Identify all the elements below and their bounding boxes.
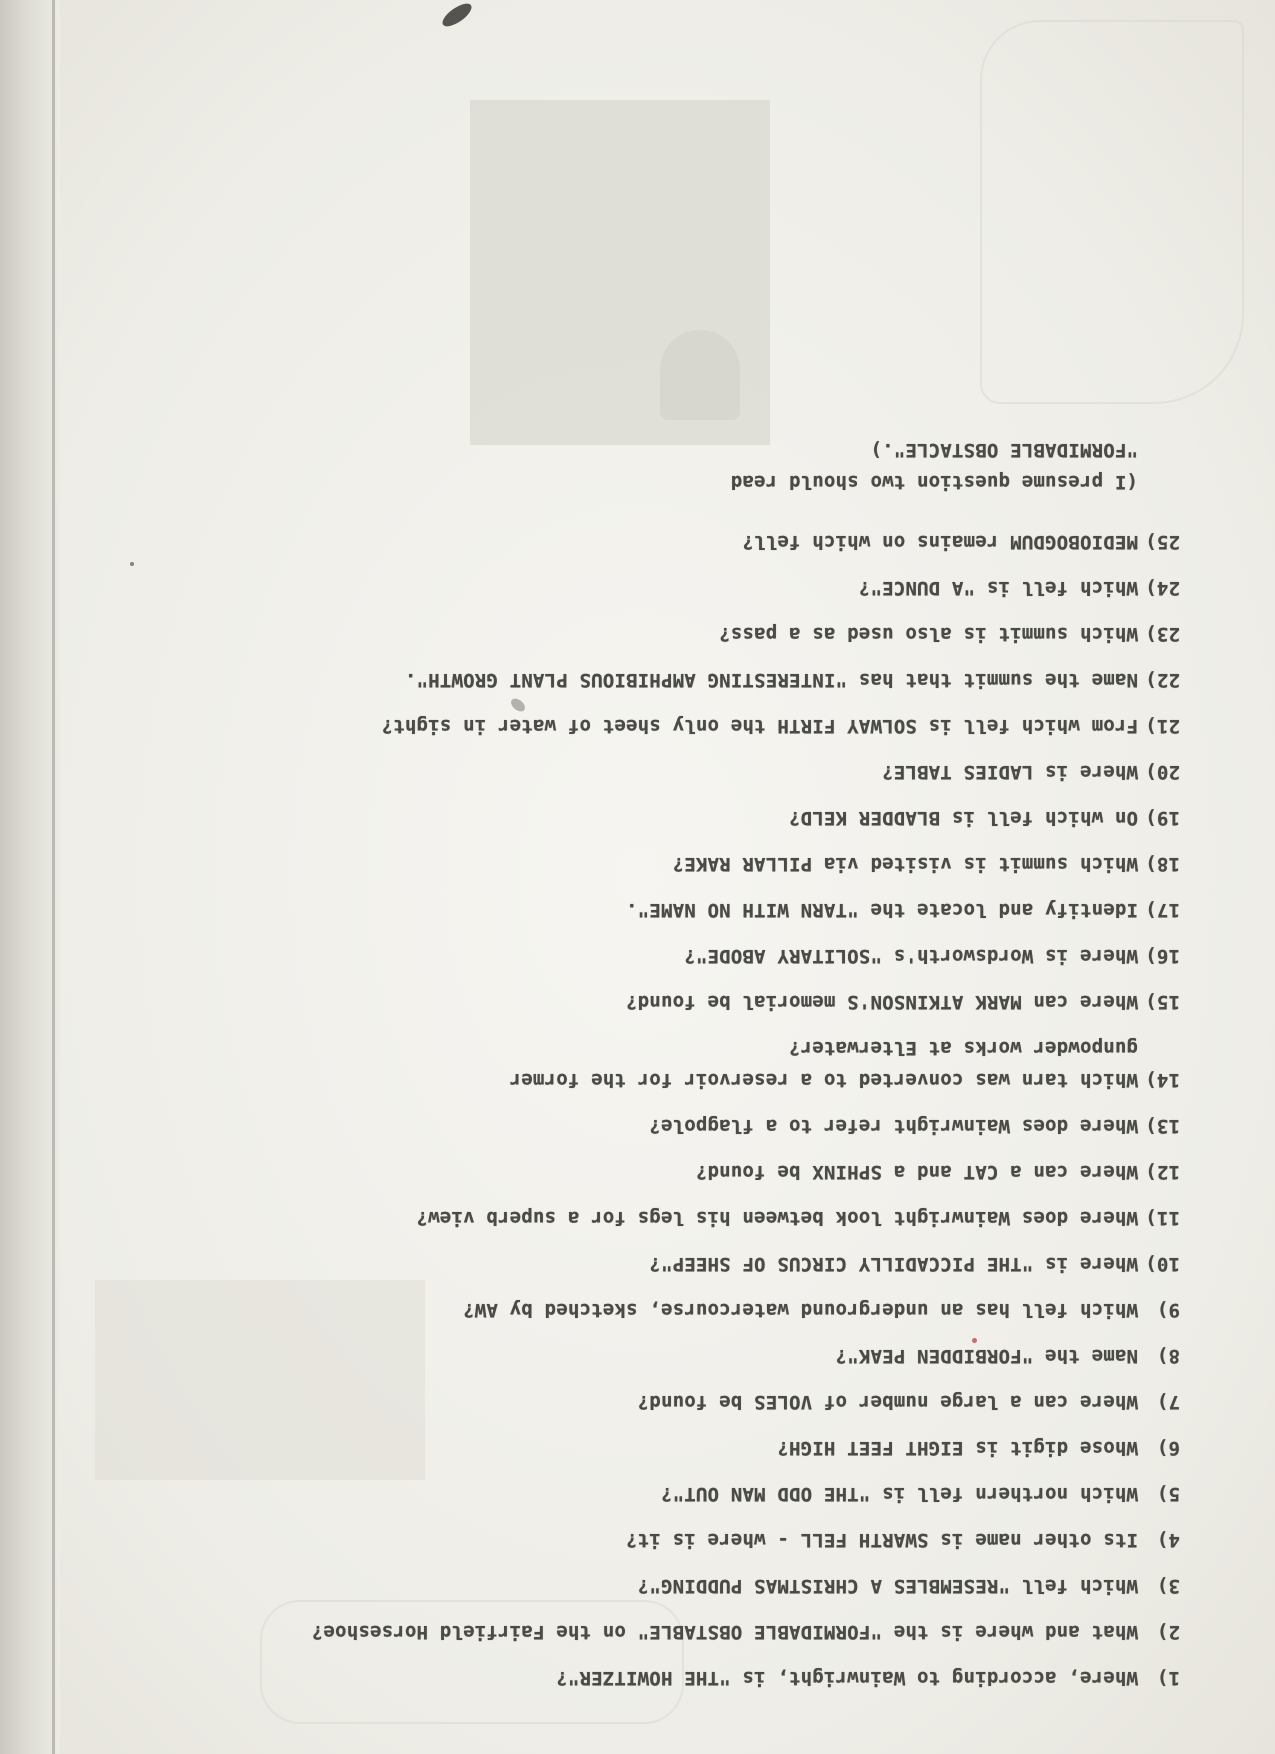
question-item — [55, 618, 1180, 650]
question-text: Which fell has an underground watercourse, sketched by AW? — [462, 1299, 1138, 1321]
question-item — [55, 1524, 1180, 1556]
question-item — [55, 986, 1180, 1018]
question-number: 5) — [1156, 1483, 1180, 1505]
question-item — [55, 1202, 1180, 1234]
question-text: Where is "THE PICCADILLY CIRCUS OF SHEEP"? — [649, 1253, 1138, 1275]
question-item — [55, 802, 1180, 834]
question-number: 9) — [1156, 1299, 1180, 1321]
question-number: 19) — [1145, 807, 1180, 829]
question-number: 8) — [1156, 1345, 1180, 1367]
question-number: 16) — [1145, 945, 1180, 967]
question-text: Its other name is SWARTH FELL - where is it? — [625, 1529, 1138, 1551]
question-text: On which fell is BLADDER KELD? — [788, 807, 1138, 829]
question-text: Name the summit that has "INTERESTING AMPHIBIOUS PLANT GROWTH". — [404, 669, 1138, 691]
question-item — [55, 940, 1180, 972]
question-item — [55, 526, 1180, 558]
question-item — [55, 1386, 1180, 1418]
question-number: 4) — [1156, 1529, 1180, 1551]
question-item — [55, 1032, 1180, 1096]
question-item — [55, 1616, 1180, 1648]
question-text: Where can MARK ATKINSON'S memorial be found? — [625, 991, 1138, 1013]
question-text: Which tarn was converted to a reservoir for the former gunpowder works at Elterwater? — [509, 1037, 1138, 1091]
question-item — [55, 1156, 1180, 1188]
question-text: Where can a CAT and a SPHINX be found? — [695, 1161, 1138, 1183]
question-item — [55, 1248, 1180, 1280]
question-number: 21) — [1145, 715, 1180, 737]
question-number: 13) — [1145, 1115, 1180, 1137]
question-text: Where is Wordsworth's "SOLITARY ABODE"? — [684, 945, 1138, 967]
question-number: 22) — [1145, 669, 1180, 691]
question-number: 3) — [1156, 1575, 1180, 1597]
question-text: Which summit is also used as a pass? — [718, 623, 1138, 645]
question-number: 11) — [1145, 1207, 1180, 1229]
question-text: Where does Wainwright look between his legs for a superb view? — [416, 1207, 1138, 1229]
question-item — [55, 710, 1180, 742]
question-text: Where does Wainwright refer to a flagpole? — [649, 1115, 1138, 1137]
question-item — [55, 894, 1180, 926]
question-number: 23) — [1145, 623, 1180, 645]
question-number: 12) — [1145, 1161, 1180, 1183]
question-text: Which summit is visited via PILLAR RAKE? — [672, 853, 1138, 875]
question-item — [55, 572, 1180, 604]
question-text: Where is LADIES TABLE? — [881, 761, 1138, 783]
question-item — [55, 664, 1180, 696]
question-text: Which northern fell is "THE ODD MAN OUT"? — [660, 1483, 1138, 1505]
quiz-question-list — [55, 434, 1180, 1694]
question-item — [55, 1478, 1180, 1510]
question-text: Identify and locate the "TARN WITH NO NAME". — [625, 899, 1138, 921]
question-item — [55, 1662, 1180, 1694]
typed-footnote: (I presume question two should read "FORMIDABLE OBSTACLE".) — [730, 439, 1138, 493]
question-number: 18) — [1145, 853, 1180, 875]
question-number: 6) — [1156, 1437, 1180, 1459]
question-item — [55, 1340, 1180, 1372]
question-text: MEDIOBOGDUM remains on which fell? — [742, 531, 1138, 553]
question-text: Whose digit is EIGHT FEET HIGH? — [777, 1437, 1138, 1459]
question-text: Where, according to Wainwright, is "THE HOWITZER"? — [556, 1667, 1138, 1689]
question-text: Name the "FORBIDDEN PEAK"? — [835, 1345, 1138, 1367]
question-item — [55, 848, 1180, 880]
question-text: Which fell is "A DUNCE"? — [858, 577, 1138, 599]
question-text: Which fell "RESEMBLES A CHRISTMAS PUDDING"? — [637, 1575, 1138, 1597]
question-item — [55, 1110, 1180, 1142]
question-text: What and where is the "FORMIDABLE OBSTABLE" on the Fairfield Horseshoe? — [311, 1621, 1138, 1643]
question-number: 1) — [1156, 1667, 1180, 1689]
question-number: 2) — [1156, 1621, 1180, 1643]
question-number: 7) — [1156, 1391, 1180, 1413]
question-text: From which fell is SOLWAY FIRTH the only sheet of water in sight? — [381, 715, 1138, 737]
question-number: 17) — [1145, 899, 1180, 921]
question-item — [55, 756, 1180, 788]
question-number: 14) — [1145, 1069, 1180, 1091]
question-item — [55, 1570, 1180, 1602]
question-text: Where can a large number of VOLES be found? — [637, 1391, 1138, 1413]
question-number: 25) — [1145, 531, 1180, 553]
question-item — [55, 1432, 1180, 1464]
question-item — [55, 1294, 1180, 1326]
question-number: 15) — [1145, 991, 1180, 1013]
question-number: 24) — [1145, 577, 1180, 599]
question-number: 10) — [1145, 1253, 1180, 1275]
question-number: 20) — [1145, 761, 1180, 783]
